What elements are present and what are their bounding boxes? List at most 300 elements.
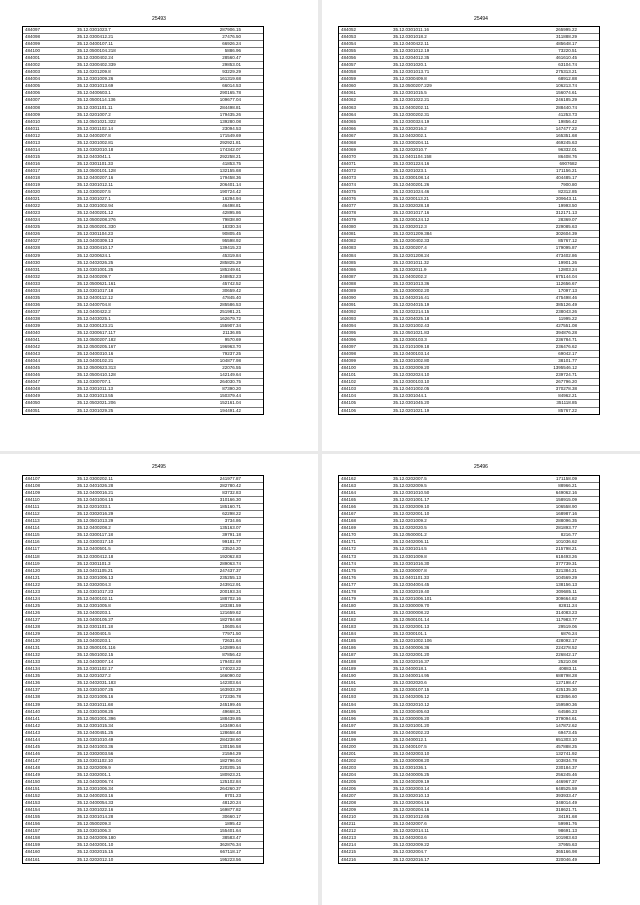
table-row [23,539,263,546]
table-row [339,217,599,224]
amount-value: 128658.48 [219,729,241,735]
amount-value: 155401.64 [219,828,241,834]
table-row [23,302,263,309]
amount-value: 47845.40 [222,294,241,300]
amount-value: 311888.29 [556,34,577,40]
table-row [23,504,263,511]
cadastral-number: 35.12.0301024.46 [393,189,430,195]
table-row [339,133,599,140]
amount-value: 85767.12 [558,238,577,244]
row-number: 484016 [25,160,41,166]
table-row [339,97,599,104]
amount-value: 19993.50 [558,203,577,209]
row-number: 484020 [25,189,41,195]
table-row [339,490,599,497]
cadastral-number: 35.12.0500205.167 [77,344,116,350]
table-row [23,358,263,365]
table-row [23,709,263,716]
row-number: 484200 [341,743,357,749]
row-number: 484094 [341,322,357,328]
row-number: 484195 [341,708,357,714]
cadastral-number: 35.12.0300117.18 [77,532,113,538]
row-number: 484088 [341,280,357,286]
amount-value: 179435.26 [219,111,241,117]
table-row [23,666,263,673]
cadastral-number: 35.12.0401003.36 [77,743,114,749]
row-number: 484196 [341,715,357,721]
amount-value: 192062.83 [219,553,241,559]
table-row [23,90,263,97]
row-number: 484097 [25,27,41,32]
cadastral-number: 35.12.0300410.17 [77,245,114,251]
amount-value: 3734.86 [224,518,241,524]
table-row [339,351,599,358]
cadastral-number: 35.12.0300008.22 [393,609,430,615]
row-number: 484209 [341,807,357,813]
amount-value: 132155.68 [219,167,241,173]
cadastral-number: 35.12.0400704.8 [77,301,111,307]
row-number: 484172 [341,546,357,552]
table-row [23,126,263,133]
table-row [23,133,263,140]
amount-value: 23524.20 [222,546,241,552]
table-row [339,196,599,203]
amount-value: 290165.78 [219,90,241,96]
cadastral-number: 35.12.0301007.25 [77,687,114,693]
cadastral-number: 35.12.0301022.16 [77,807,114,813]
amount-value: 41853.75 [222,160,241,166]
cadastral-number: 35.12.0302016.2 [393,125,427,131]
row-number: 484216 [341,856,357,862]
amount-value: 87390.20 [222,386,241,392]
table-row [339,302,599,309]
row-number: 484100 [25,48,41,54]
table-row [23,379,263,386]
amount-value: 86408.76 [558,153,577,159]
amount-value: 190724.42 [219,189,241,195]
amount-value: 69473.45 [558,729,577,735]
row-number: 484136 [25,680,41,686]
amount-value: 28369.07 [558,217,577,223]
table-row [23,48,263,55]
cadastral-number: 35.12.0201027.2 [77,673,111,679]
amount-value: 310166.30 [219,497,241,503]
page-sheet-3 [0,454,318,905]
cadastral-number: 35.12.0500207.229 [393,83,432,89]
row-number: 484024 [25,217,41,223]
table-row [339,617,599,624]
cadastral-number: 35.12.0301010.49 [77,736,114,742]
row-number: 484212 [341,828,357,834]
amount-value: 96332.01 [558,146,577,152]
cadastral-number: 35.12.0302024.10 [393,372,430,378]
table-row [339,182,599,189]
amount-value: 85767.22 [558,407,577,413]
row-number: 484158 [25,835,41,841]
row-number: 484079 [341,217,357,223]
amount-value: 182784.68 [219,616,241,622]
row-number: 484066 [341,125,357,131]
table-row [339,751,599,758]
table-row [23,196,263,203]
table-row [339,400,599,407]
row-number: 484099 [25,41,41,47]
cadastral-number: 35.12.0302001.1 [77,771,111,777]
row-number: 484130 [25,638,41,644]
cadastral-number: 35.12.0300009.70 [393,602,430,608]
cadastral-number: 35.12.0201208.24 [393,252,430,258]
amount-value: 623856.60 [555,694,577,700]
row-number: 484102 [341,379,357,385]
cadastral-number: 35.12.0402007.6 [393,821,427,827]
amount-value: 27476.50 [222,34,241,40]
row-number: 484135 [25,673,41,679]
table-row [23,497,263,504]
amount-value: 48120.24 [222,800,241,806]
row-number: 484019 [25,182,41,188]
cadastral-number: 35.12.0300005.20 [393,715,430,721]
table-row [339,807,599,814]
cadastral-number: 35.12.0304004.45 [393,581,430,587]
amount-value: 79838.80 [222,217,241,223]
row-number: 484104 [341,393,357,399]
table-row [339,857,599,864]
row-number: 484073 [341,174,357,180]
amount-value: 667118.17 [220,849,241,855]
page-sheet-2 [322,0,640,451]
table-row [339,694,599,701]
cadastral-number: 35.12.0400209.19 [393,779,430,785]
amount-value: 101036.62 [555,539,577,545]
row-number: 484009 [25,111,41,117]
table-row [339,779,599,786]
table-row [339,842,599,849]
row-number: 484004 [25,76,41,82]
cadastral-number: 35.12.0301008.25 [77,708,114,714]
row-number: 484076 [341,196,357,202]
row-number: 484159 [25,842,41,848]
cadastral-number: 35.12.0202014.11 [393,828,429,834]
amount-value: 125102.84 [219,779,241,785]
cadastral-number: 35.12.0401026.28 [77,483,114,489]
row-number: 484006 [25,90,41,96]
amount-value: 174342.07 [219,146,241,152]
row-number: 484098 [341,351,357,357]
row-number: 484113 [25,518,40,524]
table-row [339,716,599,723]
table-row [23,800,263,807]
table-row [23,702,263,709]
table-row [23,224,263,231]
row-number: 484207 [341,793,357,799]
cadastral-number: 35.12.0300108.14 [393,174,430,180]
amount-value: 147872.62 [555,722,577,728]
row-number: 484054 [341,41,357,47]
cadastral-number: 35.12.0500207.182 [77,337,116,343]
row-number: 484040 [25,330,41,336]
table-row [339,83,599,90]
cadastral-number: 35.12.0301006.34 [77,786,114,792]
amount-value: 236784.71 [555,337,577,343]
amount-value: 404485.17 [555,174,577,180]
amount-value: 99181.77 [222,539,241,545]
table-row [339,168,599,175]
table-row [23,330,263,337]
table-row [23,554,263,561]
amount-value: 101983.63 [555,835,577,841]
row-number: 484138 [25,694,41,700]
table-row [23,857,263,864]
amount-value: 230184.37 [555,764,577,770]
amount-value: 139415.23 [219,245,241,251]
cadastral-number: 35.12.0402009.180 [77,835,116,841]
cadastral-number: 35.12.0500101.116 [77,645,116,651]
table-row [23,849,263,856]
row-number: 484096 [341,337,357,343]
cadastral-number: 35.12.0400054.33 [77,800,114,806]
table-row [23,589,263,596]
row-number: 484191 [341,680,357,686]
row-number: 484035 [25,294,41,300]
table-row [339,365,599,372]
amount-value: 239724.71 [555,372,577,378]
amount-value: 165351.68 [555,132,577,138]
table-row [23,344,263,351]
cadastral-number: 35.12.0400202.2 [393,273,427,279]
table-row [23,652,263,659]
table-row [339,309,599,316]
amount-value: 265995.22 [555,27,577,32]
cadastral-number: 35.12.0201001.17 [393,497,430,503]
amount-value: 79237.25 [222,351,241,357]
cadastral-number: 35.12.0402026.25 [77,259,114,265]
cadastral-number: 35.12.0301012.11 [77,182,113,188]
amount-value: 95598.92 [222,238,241,244]
amount-value: 312171.13 [555,210,577,216]
table-row [23,582,263,589]
cadastral-number: 35.12.0202020.5 [393,525,427,531]
amount-value: 6907682 [559,160,577,166]
table-row [23,476,263,483]
cadastral-number: 35.12.0301002.80 [393,358,430,364]
amount-value: 6876.24 [560,631,577,637]
amount-value: 318621.71 [555,807,577,813]
amount-value: 180923.21 [219,771,241,777]
amount-value: 675144.04 [555,273,577,279]
row-number: 484175 [341,567,357,573]
table-row [339,274,599,281]
amount-value: 224278.52 [555,645,577,651]
row-number: 484047 [25,379,41,385]
row-number: 484033 [25,280,41,286]
amount-value: 93229.29 [222,69,241,75]
row-number: 484042 [25,344,41,350]
amount-value: 179402.69 [219,659,241,665]
table-row [23,203,263,210]
table-row [23,716,263,723]
table-row [339,793,599,800]
amount-value: 103834.78 [555,757,577,763]
row-number: 484072 [341,167,357,173]
amount-value: 9570.69 [224,337,241,343]
table-row [23,119,263,126]
table-row [339,483,599,490]
table-row [23,807,263,814]
row-number: 484025 [25,224,41,230]
cadastral-number: 35.12.0500201.330 [77,224,116,230]
table-row [339,582,599,589]
cadastral-number: 35.12.0300202.11 [77,476,113,481]
row-number: 484206 [341,786,357,792]
row-number: 484065 [341,118,357,124]
cadastral-number: 35.12.0400209.7 [77,273,111,279]
amount-value: 69042.17 [558,351,577,357]
cadastral-number: 35.12.0201005.16 [77,694,114,700]
table-row [339,55,599,62]
row-number: 484002 [25,62,41,68]
cadastral-number: 35.12.0501001.396 [77,715,116,721]
row-number: 484170 [341,532,357,538]
amount-value: 117983.77 [556,616,577,622]
amount-value: 83732.83 [222,490,241,496]
amount-value: 379094.61 [555,715,577,721]
amount-value: 457888.25 [555,743,577,749]
row-number: 484186 [341,645,357,651]
cadastral-number: 35.12.0400208.2 [77,525,111,531]
cadastral-number: 35.12.0400603.1 [77,90,111,96]
amount-value: 127198.47 [555,680,577,686]
amount-value: 393933.47 [555,793,577,799]
amount-value: 469245.63 [555,139,577,145]
amount-value: 320046.49 [555,856,577,862]
table-row [339,603,599,610]
table-row [23,828,263,835]
amount-value: 98691.13 [558,828,577,834]
cadastral-number: 35.12.0400012.1 [393,736,427,742]
cadastral-number: 35.12.0300317.10 [77,539,114,545]
amount-value: 649062.16 [555,490,577,496]
cadastral-number: 35.12.0300202.31 [393,111,430,117]
cadastral-number: 35.12.0301001.25 [77,266,114,272]
table-row [23,631,263,638]
row-number: 484070 [341,153,357,159]
row-number: 484121 [25,574,41,580]
row-number: 484146 [25,750,41,756]
cadastral-number: 35.12.0301224.16 [393,160,430,166]
cadastral-number: 35.12.0301023.7 [77,27,111,32]
cadastral-number: 35.12.0301013.69 [77,83,114,89]
row-number: 484173 [341,553,357,559]
cadastral-number: 35.12.0200402.33 [393,238,430,244]
row-number: 484074 [341,182,357,188]
amount-value: 618493.26 [555,553,577,559]
cadastral-number: 35.12.0302028.18 [393,203,430,209]
cadastral-number: 35.12.0401105.21 [77,567,113,573]
row-number: 484171 [341,539,357,545]
row-number: 484184 [341,631,357,637]
amount-value: 159590.36 [555,701,577,707]
cadastral-number: 35.12.0402003.10 [393,750,430,756]
cadastral-number: 35.12.0301016.30 [393,560,430,566]
amount-value: 1395546.12 [553,365,577,371]
amount-value: 30659.42 [222,287,241,293]
amount-value: 77971.50 [222,631,241,637]
table-row [339,295,599,302]
row-number: 484099 [341,358,357,364]
amount-value: 104569.29 [555,574,577,580]
row-number: 484059 [341,76,357,82]
row-number: 484168 [341,518,357,524]
cadastral-number: 35.12.0302003.56 [77,750,114,756]
row-number: 484039 [25,322,41,328]
table-row [339,532,599,539]
amount-value: 34191.68 [558,814,577,820]
cadastral-number: 35.12.0201023.1 [393,167,427,173]
table-row [23,610,263,617]
table-row [339,147,599,154]
row-number: 484155 [25,814,41,820]
amount-value: 169877.82 [219,807,241,813]
amount-value: 195223.56 [219,856,241,862]
row-number: 484060 [341,83,357,89]
cadastral-number: 35.12.0402003.6 [393,835,427,841]
cadastral-number: 35.12.0301104.23 [77,231,113,237]
cadastral-number: 35.12.0302010.12 [393,701,430,707]
cadastral-number: 35.12.0301005.8 [77,602,111,608]
cadastral-number: 35.12.0301029.25 [77,407,114,413]
row-number: 484053 [341,34,357,40]
row-number: 484187 [341,652,357,658]
table-row [339,546,599,553]
table-row [23,189,263,196]
row-number: 484022 [25,203,41,209]
row-number: 484110 [25,497,40,503]
row-number: 484080 [341,224,357,230]
table-row [339,800,599,807]
cadastral-number: 35.12.0400202.11 [393,104,429,110]
amount-value: 16294.94 [222,196,241,202]
row-number: 484143 [25,729,41,735]
amount-value: 284498.81 [219,104,241,110]
row-number: 484068 [341,139,357,145]
table-row [23,140,263,147]
table-row [339,48,599,55]
amount-value: 264030.75 [219,379,241,385]
amount-value: 285586.53 [219,301,241,307]
row-number: 484164 [341,490,357,496]
table-row [339,497,599,504]
row-number: 484120 [25,567,41,573]
table-row [23,76,263,83]
amount-value: 648525.59 [555,786,577,792]
cadastral-number: 35.12.0400006.36 [393,645,430,651]
table-row [339,744,599,751]
row-number: 484023 [25,210,41,216]
amount-value: 229085.63 [555,224,577,230]
row-number: 484112 [25,511,40,517]
table-row [23,835,263,842]
amount-value: 142149.64 [219,372,241,378]
table-row [339,393,599,400]
amount-value: 138156.13 [555,581,577,587]
cadastral-number: 35.12.0400203.1 [77,609,111,615]
cadastral-number: 35.12.0301006.13 [77,574,114,580]
table-row [23,730,263,737]
cadastral-number: 35.12.0202007.5 [393,476,427,481]
cadastral-number: 35.12.0301027.1 [77,196,111,202]
table-row [339,76,599,83]
amount-value: 41253.73 [558,111,577,117]
